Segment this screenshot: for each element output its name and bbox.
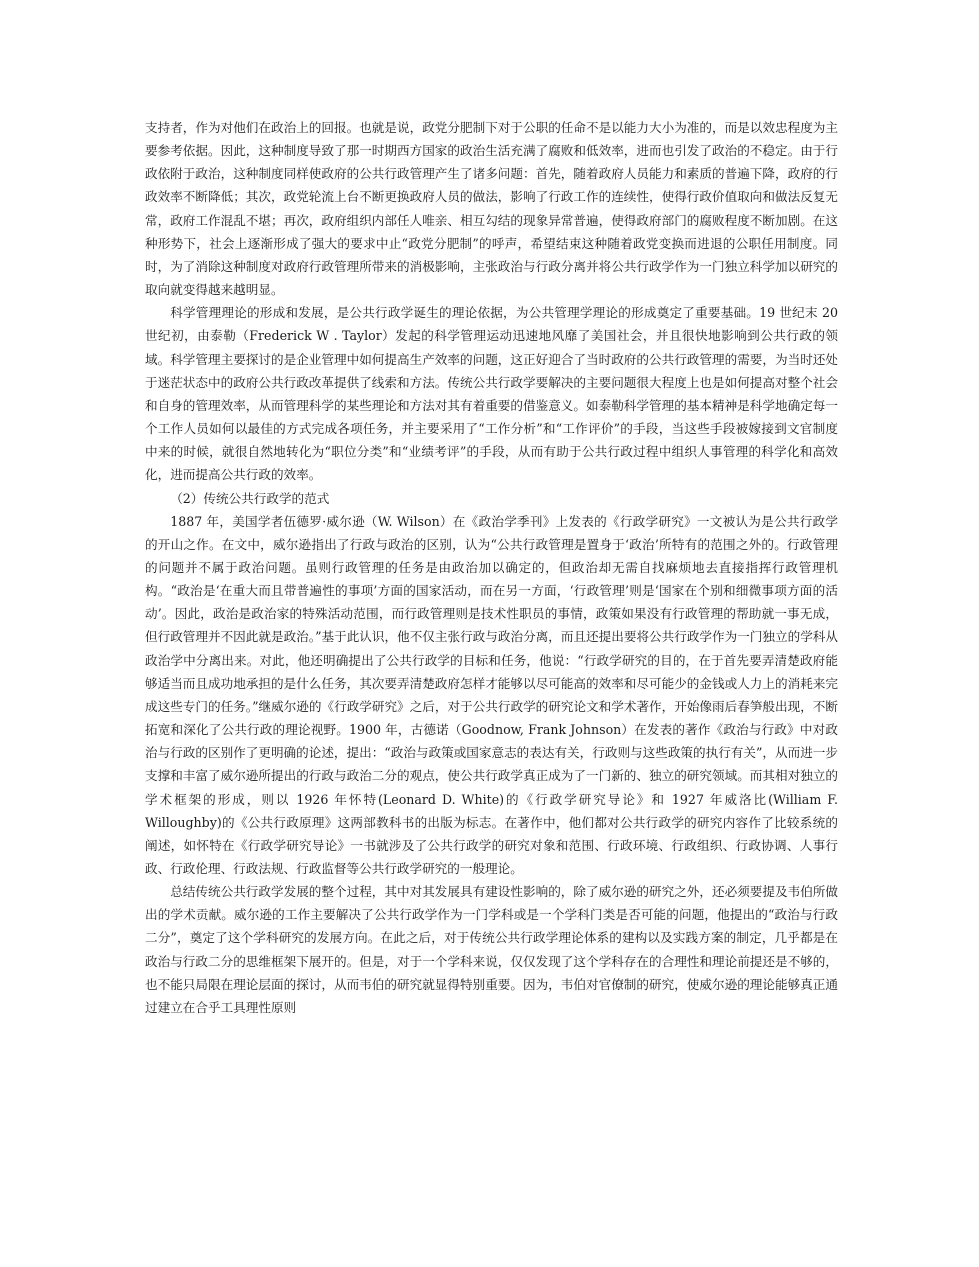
paragraph-scientific-management: 科学管理理论的形成和发展，是公共行政学诞生的理论依据，为公共管理学理论的形成奠定了重要基础。19 世纪末 20 世纪初，由泰勒（Frederick W . Taylor）发起的科学管理运动迅速地风靡了美国社会，并且很快地影响到公共行政的领域。科学管理主要探讨的是企业管理中如何提高生产效率的问题，这正好迎合了当时政府的公共行政管理的需要，为当时还处于迷茫状态中的政府公共行政改革提供了线索和方法。传统公共行政学要解决的主要问题很大程度上也是如何提高对整个社会和自身的管理效率，从而管理科学的某些理论和方法对其有着重要的借鉴意义。如泰勒科学管理的基本精神是科学地确定每一个工作人员如何以最佳的方式完成各项任务，并主要采用了“工作分析”和“工作评价”的手段，当这些手段被嫁接到文官制度中来的时候，就很自然地转化为“职位分类”和“业绩考评”的手段，从而有助于公共行政过程中组织人事管理的科学化和高效化，进而提高公共行政的效率。 (145, 305, 838, 483)
paragraph-party-spoils: 支持者，作为对他们在政治上的回报。也就是说，政党分肥制下对于公职的任命不是以能力大小为准的，而是以效忠程度为主要参考依据。因此，这种制度导致了那一时期西方国家的政治生活充满了腐败和低效率，进而也引发了政治的不稳定。由于行政依附于政治，这种制度同样使政府的公共行政管理产生了诸多问题：首先，随着政府人员能力和素质的普遍下降，政府的行政效率不断降低；其次，政党轮流上台不断更换政府人员的做法，影响了行政工作的连续性，使得行政价值取向和做法反复无常，政府工作混乱不堪；再次，政府组织内部任人唯亲、相互勾结的现象异常普遍，使得政府部门的腐败程度不断加剧。在这种形势下，社会上逐渐形成了强大的要求中止“政党分肥制”的呼声，希望结束这种随着政党变换而进退的公职任用制度。同时，为了消除这种制度对政府行政管理所带来的消极影响，主张政治与行政分离并将公共行政学作为一门独立科学加以研究的取向就变得越来越明显。 (145, 120, 838, 298)
document-page (145, 116, 838, 1019)
section-heading-traditional-paradigm: （2）传统公共行政学的范式 (170, 490, 330, 506)
paragraph-weber: 总结传统公共行政学发展的整个过程，其中对其发展具有建设性影响的，除了威尔逊的研究之外，还必须要提及韦伯所做出的学术贡献。威尔逊的工作主要解决了公共行政学作为一门学科或是一个学科门类是否可能的问题，他提出的“政治与行政二分”，奠定了这个学科研究的发展方向。在此之后，对于传统公共行政学理论体系的建构以及实践方案的制定，几乎都是在政治与行政二分的思维框架下展开的。但是，对于一个学科来说，仅仅发现了这个学科存在的合理性和理论前提还是不够的，也不能只局限在理论层面的探讨，从而韦伯的研究就显得特别重要。因为，韦伯对官僚制的研究，使威尔逊的理论能够真正通过建立在合乎工具理性原则 (145, 884, 838, 1015)
paragraph-wilson: 1887 年，美国学者伍德罗·威尔逊（W. Wilson）在《政治学季刊》上发表的《行政学研究》一文被认为是公共行政学的开山之作。在文中，威尔逊指出了行政与政治的区别，认为“公共行政管理是置身于‘政治’所特有的范围之外的。行政管理的问题并不属于政治问题。虽则行政管理的任务是由政治加以确定的，但政治却无需自找麻烦地去直接指挥行政管理机构。“政治是‘在重大而且带普遍性的事项’方面的国家活动，而在另一方面，‘行政管理’则是‘国家在个别和细微事项方面的活动’。因此，政治是政治家的特殊活动范围，而行政管理则是技术性职员的事情，政策如果没有行政管理的帮助就一事无成，但行政管理并不因此就是政治。”基于此认识，他不仅主张行政与政治分离，而且还提出要将公共行政学作为一门独立的学科从政治学中分离出来。对此，他还明确提出了公共行政学的目标和任务，他说：“行政学研究的目的，在于首先要弄清楚政府能够适当而且成功地承担的是什么任务，其次要弄清楚政府怎样才能够以尽可能高的效率和尽可能少的金钱或人力上的消耗来完成这些专门的任务。”继威尔逊的《行政学研究》之后，对于公共行政学的研究论文和学术著作，开始像雨后春笋般出现，不断拓宽和深化了公共行政的理论视野。1900 年，古德诺（Goodnow, Frank Johnson）在发表的著作《政治与行政》中对政治与行政的区别作了更明确的论述，提出：“政治与政策或国家意志的表达有关，行政则与这些政策的执行有关”，从而进一步支撑和丰富了威尔逊所提出的行政与政治二分的观点，使公共行政学真正成为了一门新的、独立的研究领域。而其相对独立的学术框架的形成，则以 1926 年怀特(Leonard D. White)的《行政学研究导论》和 1927 年威洛比(William F. Willoughby)的《公共行政原理》这两部教科书的出版为标志。在著作中，他们都对公共行政学的研究内容作了比较系统的阐述，如怀特在《行政学研究导论》一书就涉及了公共行政学的研究对象和范围、行政环境、行政组织、行政协调、人事行政、行政伦理、行政法规、行政监督等公共行政学研究的一般理论。 (145, 513, 838, 876)
